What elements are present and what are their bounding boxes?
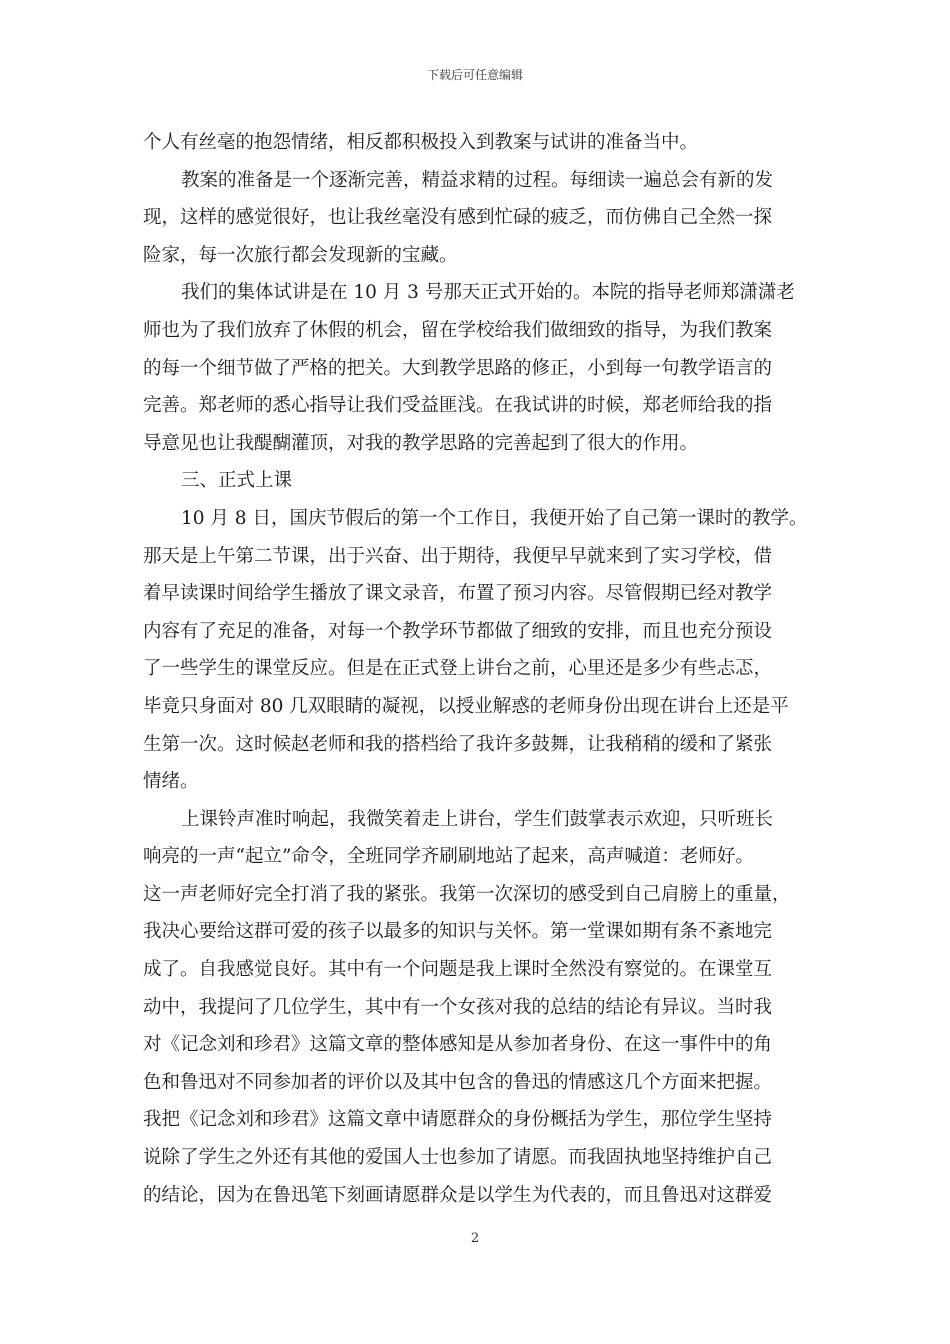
text-line: 完善。郑老师的悉心指导让我们受益匪浅。在我试讲的时候，郑老师给我的指 — [143, 395, 773, 417]
text-line: 那天是上午第二节课，出于兴奋、出于期待，我便早早就来到了实习学校，借 — [143, 545, 773, 567]
text-line: 成了。自我感觉良好。其中有一个问题是我上课时全然没有察觉的。在课堂互 — [143, 959, 773, 981]
text-line: 的每一个细节做了严格的把关。大到教学思路的修正，小到每一句教学语言的 — [143, 357, 773, 379]
text-line: 内容有了充足的准备，对每一个教学环节都做了细致的安排，而且也充分预设 — [143, 620, 773, 642]
text-line: 这一声老师好完全打消了我的紧张。我第一次深切的感受到自己肩膀上的重量， — [143, 883, 791, 905]
text-line: 现，这样的感觉很好，也让我丝毫没有感到忙碌的疲乏，而仿佛自己全然一探 — [143, 207, 773, 229]
text-line: 师也为了我们放弃了休假的机会，留在学校给我们做细致的指导，为我们教案 — [143, 319, 773, 341]
text-line: 我决心要给这群可爱的孩子以最多的知识与关怀。第一堂课如期有条不紊地完 — [143, 921, 773, 943]
text-line: 我把《记念刘和珍君》这篇文章中请愿群众的身份概括为学生，那位学生坚持 — [143, 1109, 773, 1131]
text-line: 教案的准备是一个逐渐完善，精益求精的过程。每细读一遍总会有新的发 — [181, 169, 774, 191]
text-line: 对《记念刘和珍君》这篇文章的整体感知是从参加者身份、在这一事件中的角 — [143, 1034, 773, 1056]
text-line: 情绪。 — [143, 771, 199, 793]
page-header: 下载后可任意编辑 — [426, 68, 523, 82]
text-line: 生第一次。这时候赵老师和我的搭档给了我许多鼓舞，让我稍稍的缓和了紧张 — [143, 733, 773, 755]
text-line: 导意见也让我醍醐灌顶，对我的教学思路的完善起到了很大的作用。 — [143, 432, 699, 454]
text-line: 的结论，因为在鲁迅笔下刻画请愿群众是以学生为代表的，而且鲁迅对这群爱 — [143, 1184, 773, 1206]
text-line: 动中，我提问了几位学生，其中有一个女孩对我的总结的结论有异议。当时我 — [143, 996, 773, 1018]
text-line: 说除了学生之外还有其他的爱国人士也参加了请愿。而我固执地坚持维护自己 — [143, 1147, 773, 1169]
text-line: 了一些学生的课堂反应。但是在正式登上讲台之前，心里还是多少有些忐忑， — [143, 658, 773, 680]
document-body — [143, 124, 811, 1214]
text-line: 响亮的一声“起立”命令，全班同学齐刷刷地站了起来，高声喊道：老师好。 — [143, 846, 754, 868]
text-line: 着早读课时间给学生播放了课文录音，布置了预习内容。尽管假期已经对教学 — [143, 583, 773, 605]
text-line: 毕竟只身面对 80 几双眼睛的凝视，以授业解惑的老师身份出现在讲台上还是平 — [143, 695, 789, 717]
page-number: 2 — [470, 1231, 480, 1246]
text-line: 险家，每一次旅行都会发现新的宝藏。 — [143, 244, 458, 266]
text-line: 我们的集体试讲是在 10 月 3 号那天正式开始的。本院的指导老师郑潇潇老 — [181, 282, 795, 304]
text-line: 个人有丝毫的抱怨情绪，相反都积极投入到教案与试讲的准备当中。 — [143, 132, 699, 153]
text-line: 三、正式上课 — [181, 470, 293, 492]
text-line: 上课铃声准时响起，我微笑着走上讲台，学生们鼓掌表示欢迎，只听班长 — [181, 808, 774, 830]
text-line: 10 月 8 日，国庆节假后的第一个工作日，我便开始了自己第一课时的教学。 — [181, 507, 808, 529]
text-line: 色和鲁迅对不同参加者的评价以及其中包含的鲁迅的情感这几个方面来把握。 — [143, 1071, 773, 1093]
